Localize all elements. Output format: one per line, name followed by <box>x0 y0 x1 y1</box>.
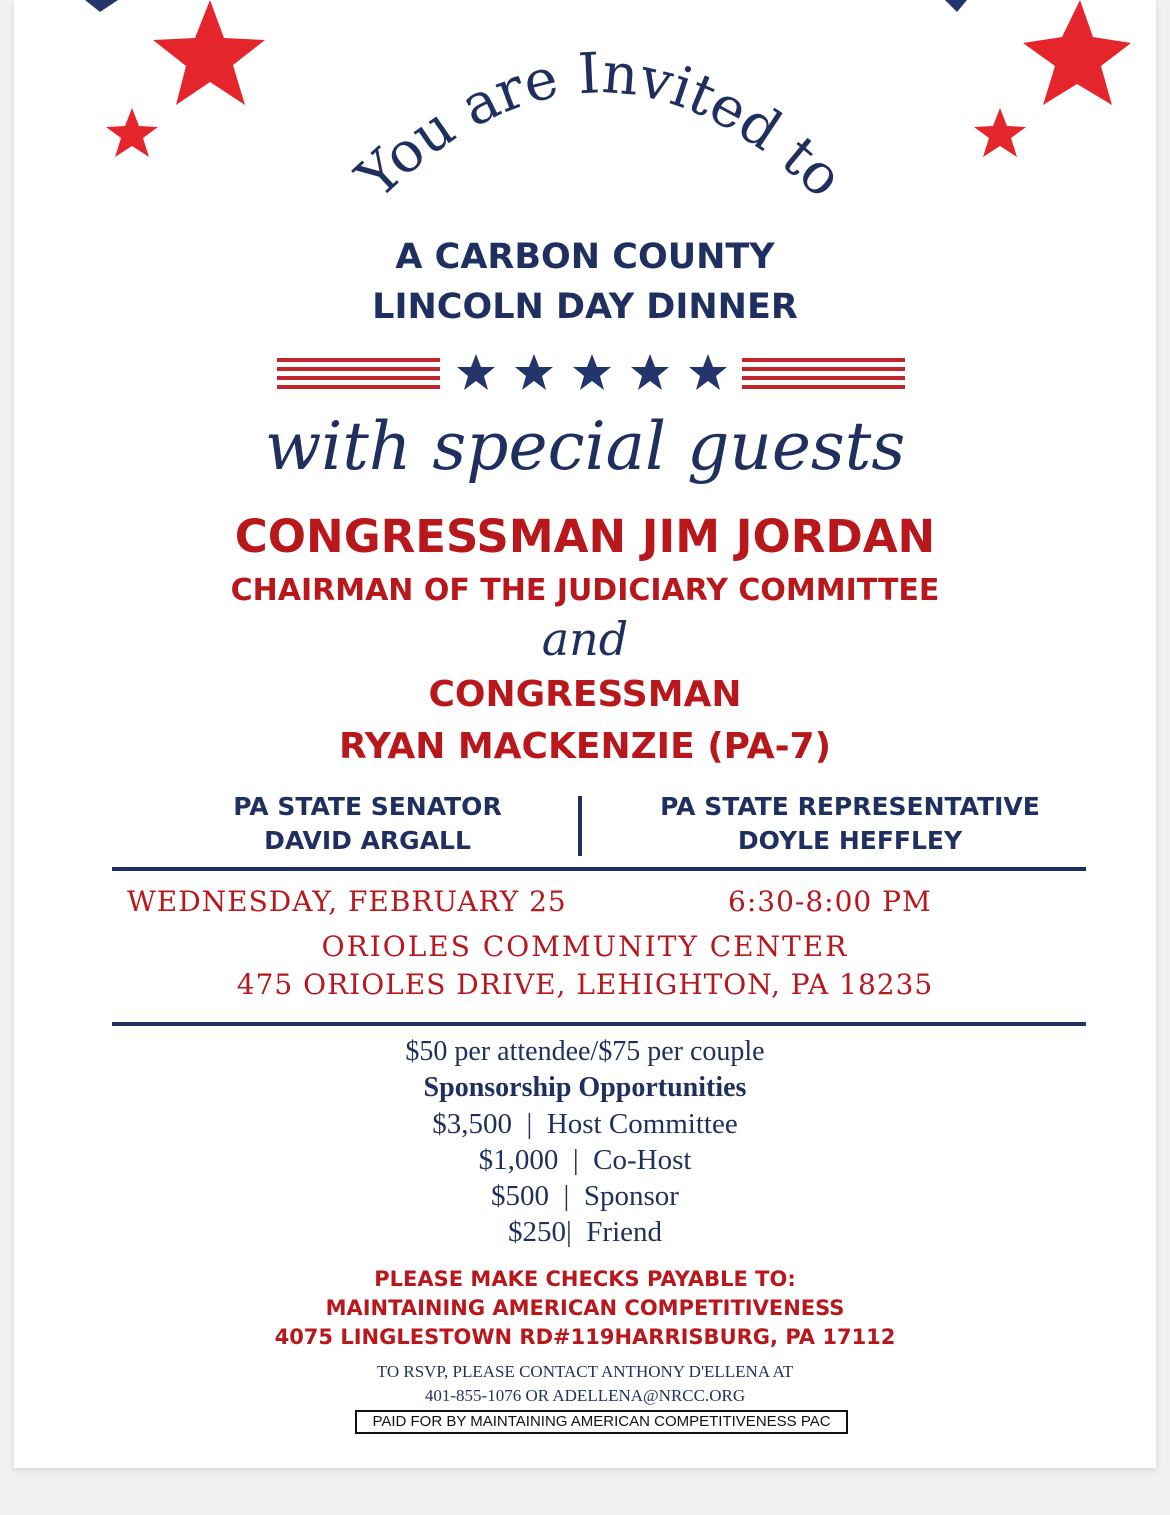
star-icon <box>573 354 611 390</box>
senator-name: DAVID ARGALL <box>264 826 471 855</box>
tier-row: $1,000 | Co-Host <box>478 1144 692 1176</box>
and-script: and <box>541 612 629 666</box>
event-time: 6:30-8:00 PM <box>728 885 932 918</box>
event-date: WEDNESDAY, FEBRUARY 25 <box>127 885 567 918</box>
tier-amount: $1,000 <box>478 1144 559 1176</box>
column-divider <box>578 796 582 856</box>
event-title-line2: LINCOLN DAY DINNER <box>372 287 798 327</box>
divider-top <box>112 867 1086 871</box>
tier-row: $3,500 | Host Committee <box>432 1108 738 1140</box>
primary-guest-name: CONGRESSMAN JIM JORDAN <box>234 510 936 563</box>
star-icon <box>689 354 727 390</box>
invited-heading <box>0 0 1170 240</box>
checks-heading: PLEASE MAKE CHECKS PAYABLE TO: <box>374 1267 796 1291</box>
star-icon <box>457 354 495 390</box>
representative-name: DOYLE HEFFLEY <box>737 826 963 855</box>
rsvp-line1: TO RSVP, PLEASE CONTACT ANTHONY D'ELLENA AT <box>376 1362 794 1381</box>
tier-label: Co-Host <box>593 1144 692 1176</box>
tier-amount: $3,500 <box>432 1108 512 1140</box>
attendee-pricing: $50 per attendee/$75 per couple <box>405 1036 765 1067</box>
secondary-guest-line1: CONGRESSMAN <box>428 674 742 715</box>
secondary-guest-line2: RYAN MACKENZIE (PA-7) <box>338 726 832 767</box>
representative-title: PA STATE REPRESENTATIVE <box>660 792 1040 821</box>
rsvp-line2: 401-855-1076 OR ADELLENA@NRCC.ORG <box>424 1386 746 1405</box>
checks-payee: MAINTAINING AMERICAN COMPETITIVENESS <box>325 1296 845 1320</box>
senator-title: PA STATE SENATOR <box>233 792 502 821</box>
tier-label: Sponsor <box>583 1180 679 1212</box>
tier-amount: $250 <box>507 1216 566 1248</box>
tier-label: Friend <box>586 1216 663 1248</box>
checks-address: 4075 LINGLESTOWN RD#119HARRISBURG, PA 17112 <box>274 1325 896 1349</box>
sponsorship-heading: Sponsorship Opportunities <box>423 1072 747 1103</box>
stars-stripes-divider <box>0 350 1170 395</box>
tier-row: $250| Friend <box>507 1216 663 1248</box>
tier-label: Host Committee <box>546 1108 738 1140</box>
paid-for-disclaimer: PAID FOR BY MAINTAINING AMERICAN COMPETITIVENESS PAC <box>355 1410 848 1434</box>
tier-amount: $500 <box>491 1180 550 1212</box>
star-icon <box>515 354 553 390</box>
special-guests-script: with special guests <box>264 408 906 485</box>
divider-bottom <box>112 1022 1086 1026</box>
tier-row: $500 | Sponsor <box>491 1180 679 1212</box>
venue-name: ORIOLES COMMUNITY CENTER <box>321 930 849 963</box>
primary-guest-title: CHAIRMAN OF THE JUDICIARY COMMITTEE <box>230 573 940 608</box>
svg-text:You are Invited to: You are Invited to <box>344 40 856 211</box>
event-title-line1: A CARBON COUNTY <box>395 237 775 277</box>
star-icon <box>631 354 669 390</box>
venue-address: 475 ORIOLES DRIVE, LEHIGHTON, PA 18235 <box>236 968 934 1001</box>
